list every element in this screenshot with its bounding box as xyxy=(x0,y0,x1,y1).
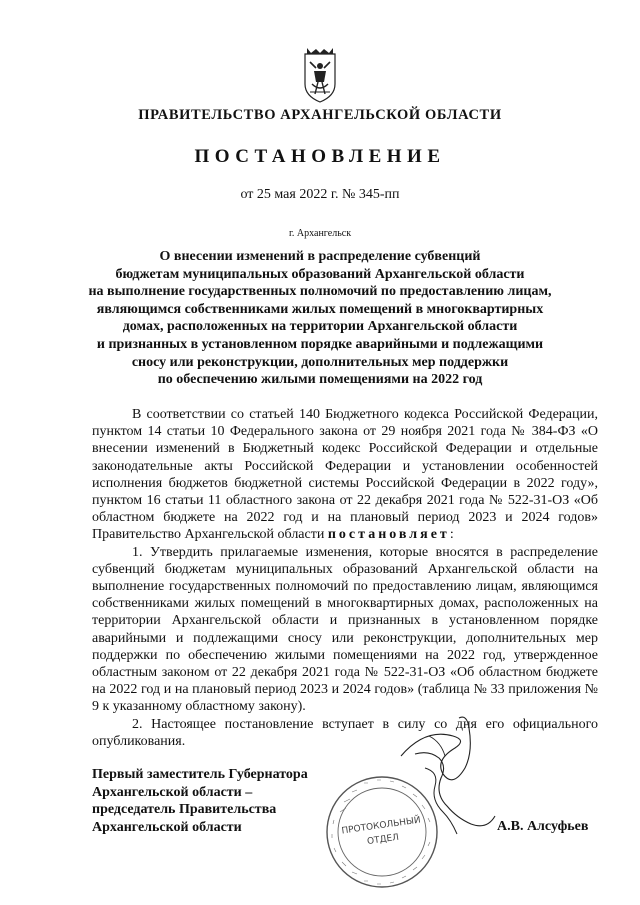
preamble-text: В соответствии со статьей 140 Бюджетного кодекса Российской Федерации, пунктом 14 статьи 10 Федерального закона от 29 ноября 2021 года № 384-ФЗ «О внесении изменений в Бюджетный кодекс Российской Федерации и отдельные законодательные акты Российской Федерации и установлении особенностей исполнения бюджетов бюджетной системы Российской Федерации в 2022 году», пунктом 16 статьи 11 областного закона от 22 декабря 2021 года № 522-31-ОЗ «Об областном бюджете на 2022 год и на плановый период 2023 и 2024 годов» Правительство Архангельской области xyxy=(92,407,598,543)
item-2-paragraph: 2. Настоящее постановление вступает в силу со дня его официального опубликования. xyxy=(92,716,598,749)
document-type: ПОСТАНОВЛЕНИЕ xyxy=(194,146,446,167)
document-body xyxy=(92,406,598,750)
subject-line: и признанных в установленном порядке аварийными и подлежащими xyxy=(96,336,544,352)
item-1-paragraph: 1. Утвердить прилагаемые изменения, которые вносятся в распределение субвенций бюджетам муниципальных образований Архангельской области на выполнение государственных полномочий по предоставлению лицам, являющимся собственниками жилых помещений в многоквартирных домах, расположенных на территории Архангельской области и признанных в установленном порядке аварийными и подлежащими сносу или реконструкции, дополнительных мер поддержки по обеспечению жилыми помещениями на 2022 год, утвержденное областным законом от 22 декабря 2021 года № 522-31-ОЗ «Об областном бюджете на 2022 год и на плановый период 2023 и 2024 годов» (таблица № 33 приложения № 9 к указанному областному закону). xyxy=(92,544,598,715)
stamp-text-line2: ОТДЕЛ xyxy=(366,832,400,848)
signer-title xyxy=(92,766,308,836)
coat-of-arms-icon xyxy=(302,44,338,106)
subject-line: на выполнение государственных полномочий по предоставлению лицам, xyxy=(88,284,552,300)
document-city: г. Архангельск xyxy=(288,228,352,239)
subject-line: являющимся собственниками жилых помещений в многоквартирных xyxy=(96,301,544,317)
government-title: ПРАВИТЕЛЬСТВО АРХАНГЕЛЬСКОЙ ОБЛАСТИ xyxy=(138,107,502,123)
preamble-paragraph xyxy=(92,406,598,544)
signer-name: А.В. Алсуфьев xyxy=(497,819,589,834)
signer-title-line: Архангельской области xyxy=(92,819,242,835)
subject-line: домах, расположенных на территории Архангельской области xyxy=(122,319,518,335)
handwritten-signature xyxy=(395,708,505,838)
stamp-text-line1: ПРОТОКОЛЬНЫЙ xyxy=(340,815,422,837)
signer-title-line: Архангельской области – xyxy=(92,784,253,800)
subject-line: сносу или реконструкции, дополнительных мер поддержки xyxy=(131,354,509,370)
decree-word: постановляет xyxy=(327,527,450,543)
document-subject xyxy=(80,248,560,389)
subject-line: по обеспечению жилыми помещениями на 2022 год xyxy=(157,372,483,388)
document-date-number: от 25 мая 2022 г. № 345-пп xyxy=(240,187,400,202)
subject-line: бюджетам муниципальных образований Архангельской области xyxy=(115,266,525,282)
signer-title-line: председатель Правительства xyxy=(92,802,277,818)
decree-colon: : xyxy=(449,527,454,543)
subject-line: О внесении изменений в распределение субвенций xyxy=(159,249,481,264)
signer-title-line: Первый заместитель Губернатора xyxy=(92,767,308,782)
